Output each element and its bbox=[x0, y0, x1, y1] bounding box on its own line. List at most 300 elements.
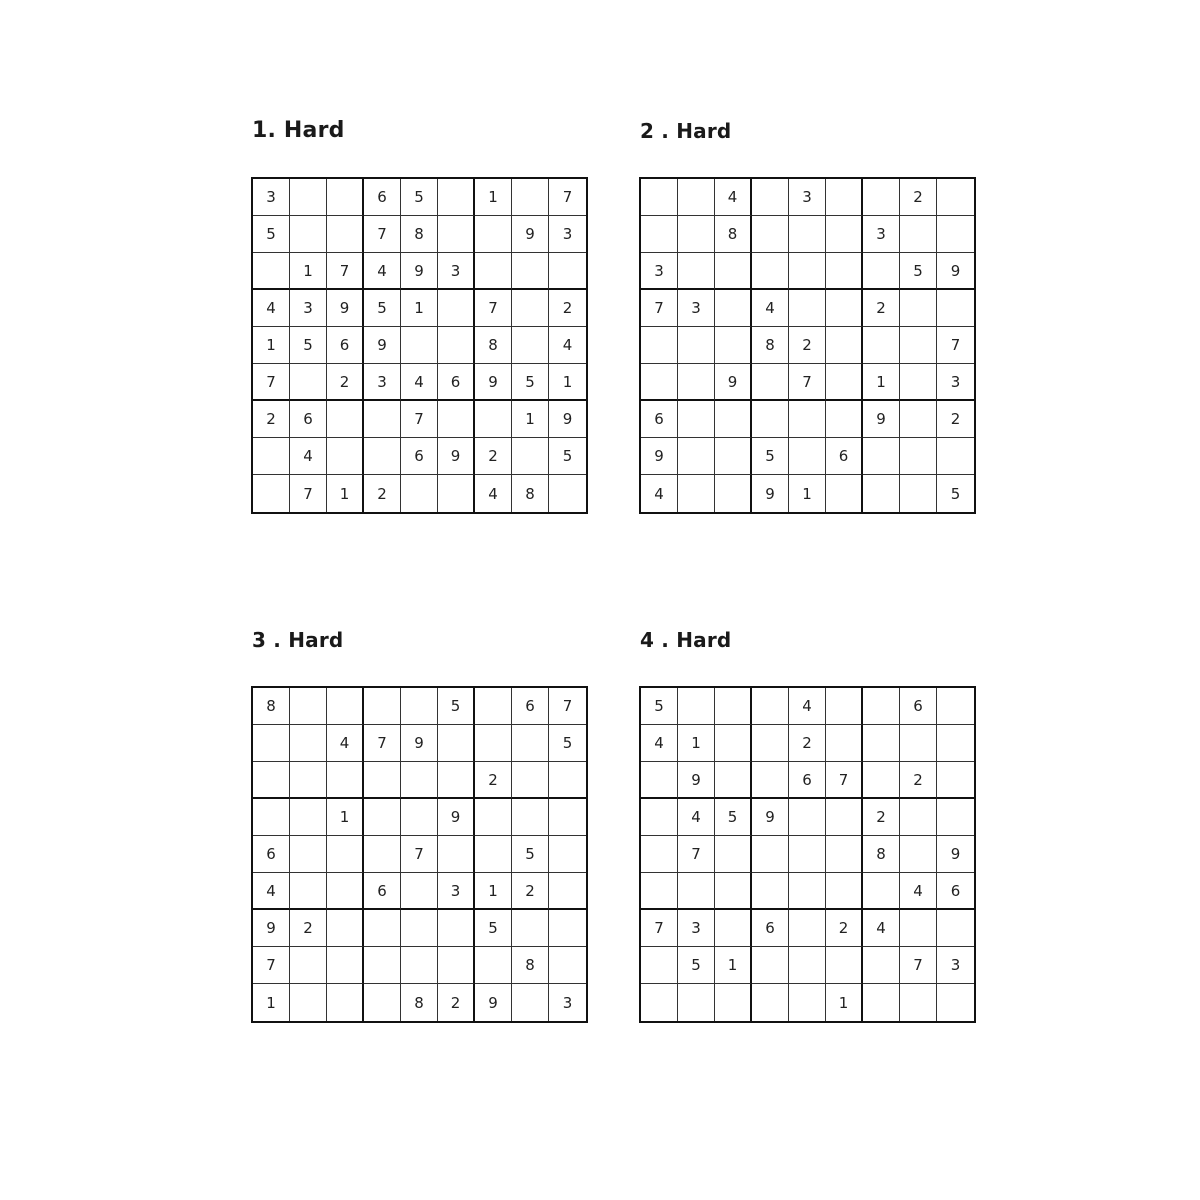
empty-cell[interactable] bbox=[826, 725, 863, 762]
empty-cell[interactable] bbox=[789, 984, 826, 1021]
empty-cell[interactable] bbox=[364, 401, 401, 438]
given-cell[interactable]: 5 bbox=[549, 725, 586, 762]
empty-cell[interactable] bbox=[900, 216, 937, 253]
empty-cell[interactable] bbox=[937, 290, 974, 327]
empty-cell[interactable] bbox=[253, 799, 290, 836]
empty-cell[interactable] bbox=[937, 438, 974, 475]
empty-cell[interactable] bbox=[900, 401, 937, 438]
given-cell[interactable]: 9 bbox=[438, 799, 475, 836]
empty-cell[interactable] bbox=[512, 984, 549, 1021]
given-cell[interactable]: 9 bbox=[364, 327, 401, 364]
empty-cell[interactable] bbox=[789, 438, 826, 475]
empty-cell[interactable] bbox=[290, 688, 327, 725]
empty-cell[interactable] bbox=[826, 179, 863, 216]
given-cell[interactable]: 3 bbox=[863, 216, 900, 253]
given-cell[interactable]: 7 bbox=[826, 762, 863, 799]
empty-cell[interactable] bbox=[641, 799, 678, 836]
given-cell[interactable]: 6 bbox=[327, 327, 364, 364]
empty-cell[interactable] bbox=[475, 401, 512, 438]
given-cell[interactable]: 5 bbox=[290, 327, 327, 364]
given-cell[interactable]: 7 bbox=[253, 947, 290, 984]
given-cell[interactable]: 5 bbox=[253, 216, 290, 253]
empty-cell[interactable] bbox=[678, 253, 715, 290]
given-cell[interactable]: 1 bbox=[549, 364, 586, 401]
given-cell[interactable]: 9 bbox=[512, 216, 549, 253]
given-cell[interactable]: 7 bbox=[475, 290, 512, 327]
empty-cell[interactable] bbox=[863, 947, 900, 984]
empty-cell[interactable] bbox=[364, 947, 401, 984]
given-cell[interactable]: 2 bbox=[364, 475, 401, 512]
given-cell[interactable]: 3 bbox=[937, 947, 974, 984]
empty-cell[interactable] bbox=[826, 799, 863, 836]
empty-cell[interactable] bbox=[752, 947, 789, 984]
given-cell[interactable]: 2 bbox=[438, 984, 475, 1021]
empty-cell[interactable] bbox=[937, 910, 974, 947]
empty-cell[interactable] bbox=[715, 401, 752, 438]
empty-cell[interactable] bbox=[512, 290, 549, 327]
given-cell[interactable]: 1 bbox=[253, 984, 290, 1021]
empty-cell[interactable] bbox=[863, 327, 900, 364]
given-cell[interactable]: 1 bbox=[327, 475, 364, 512]
empty-cell[interactable] bbox=[327, 688, 364, 725]
given-cell[interactable]: 9 bbox=[438, 438, 475, 475]
given-cell[interactable]: 8 bbox=[401, 984, 438, 1021]
empty-cell[interactable] bbox=[863, 438, 900, 475]
empty-cell[interactable] bbox=[900, 438, 937, 475]
given-cell[interactable]: 5 bbox=[549, 438, 586, 475]
empty-cell[interactable] bbox=[327, 947, 364, 984]
given-cell[interactable]: 5 bbox=[475, 910, 512, 947]
given-cell[interactable]: 6 bbox=[512, 688, 549, 725]
empty-cell[interactable] bbox=[789, 947, 826, 984]
empty-cell[interactable] bbox=[789, 799, 826, 836]
given-cell[interactable]: 9 bbox=[549, 401, 586, 438]
empty-cell[interactable] bbox=[327, 873, 364, 910]
empty-cell[interactable] bbox=[512, 327, 549, 364]
empty-cell[interactable] bbox=[641, 364, 678, 401]
empty-cell[interactable] bbox=[438, 401, 475, 438]
given-cell[interactable]: 2 bbox=[327, 364, 364, 401]
given-cell[interactable]: 2 bbox=[863, 799, 900, 836]
empty-cell[interactable] bbox=[290, 216, 327, 253]
empty-cell[interactable] bbox=[900, 799, 937, 836]
empty-cell[interactable] bbox=[826, 290, 863, 327]
given-cell[interactable]: 3 bbox=[364, 364, 401, 401]
empty-cell[interactable] bbox=[937, 688, 974, 725]
empty-cell[interactable] bbox=[826, 216, 863, 253]
empty-cell[interactable] bbox=[364, 910, 401, 947]
given-cell[interactable]: 1 bbox=[715, 947, 752, 984]
given-cell[interactable]: 4 bbox=[475, 475, 512, 512]
given-cell[interactable]: 6 bbox=[641, 401, 678, 438]
given-cell[interactable]: 7 bbox=[678, 836, 715, 873]
empty-cell[interactable] bbox=[826, 688, 863, 725]
given-cell[interactable]: 3 bbox=[438, 253, 475, 290]
given-cell[interactable]: 4 bbox=[549, 327, 586, 364]
given-cell[interactable]: 8 bbox=[752, 327, 789, 364]
given-cell[interactable]: 6 bbox=[789, 762, 826, 799]
empty-cell[interactable] bbox=[475, 253, 512, 290]
given-cell[interactable]: 8 bbox=[715, 216, 752, 253]
given-cell[interactable]: 4 bbox=[401, 364, 438, 401]
empty-cell[interactable] bbox=[752, 253, 789, 290]
empty-cell[interactable] bbox=[678, 984, 715, 1021]
empty-cell[interactable] bbox=[438, 910, 475, 947]
empty-cell[interactable] bbox=[752, 873, 789, 910]
empty-cell[interactable] bbox=[475, 836, 512, 873]
empty-cell[interactable] bbox=[900, 984, 937, 1021]
empty-cell[interactable] bbox=[789, 290, 826, 327]
empty-cell[interactable] bbox=[475, 947, 512, 984]
empty-cell[interactable] bbox=[401, 910, 438, 947]
empty-cell[interactable] bbox=[438, 475, 475, 512]
empty-cell[interactable] bbox=[826, 327, 863, 364]
given-cell[interactable]: 2 bbox=[512, 873, 549, 910]
empty-cell[interactable] bbox=[290, 799, 327, 836]
given-cell[interactable]: 9 bbox=[937, 836, 974, 873]
empty-cell[interactable] bbox=[900, 725, 937, 762]
given-cell[interactable]: 7 bbox=[641, 910, 678, 947]
empty-cell[interactable] bbox=[327, 910, 364, 947]
empty-cell[interactable] bbox=[715, 910, 752, 947]
empty-cell[interactable] bbox=[678, 873, 715, 910]
given-cell[interactable]: 7 bbox=[290, 475, 327, 512]
given-cell[interactable]: 6 bbox=[826, 438, 863, 475]
empty-cell[interactable] bbox=[549, 947, 586, 984]
empty-cell[interactable] bbox=[641, 327, 678, 364]
empty-cell[interactable] bbox=[826, 253, 863, 290]
empty-cell[interactable] bbox=[641, 179, 678, 216]
empty-cell[interactable] bbox=[752, 984, 789, 1021]
given-cell[interactable]: 7 bbox=[401, 836, 438, 873]
empty-cell[interactable] bbox=[826, 364, 863, 401]
given-cell[interactable]: 2 bbox=[475, 762, 512, 799]
given-cell[interactable]: 9 bbox=[937, 253, 974, 290]
empty-cell[interactable] bbox=[253, 475, 290, 512]
empty-cell[interactable] bbox=[715, 253, 752, 290]
empty-cell[interactable] bbox=[678, 475, 715, 512]
empty-cell[interactable] bbox=[438, 836, 475, 873]
given-cell[interactable]: 8 bbox=[253, 688, 290, 725]
empty-cell[interactable] bbox=[715, 762, 752, 799]
empty-cell[interactable] bbox=[364, 799, 401, 836]
empty-cell[interactable] bbox=[752, 216, 789, 253]
given-cell[interactable]: 9 bbox=[401, 725, 438, 762]
given-cell[interactable]: 1 bbox=[678, 725, 715, 762]
given-cell[interactable]: 5 bbox=[900, 253, 937, 290]
empty-cell[interactable] bbox=[364, 984, 401, 1021]
empty-cell[interactable] bbox=[678, 179, 715, 216]
empty-cell[interactable] bbox=[715, 327, 752, 364]
empty-cell[interactable] bbox=[438, 216, 475, 253]
empty-cell[interactable] bbox=[512, 179, 549, 216]
empty-cell[interactable] bbox=[678, 401, 715, 438]
given-cell[interactable]: 9 bbox=[752, 475, 789, 512]
given-cell[interactable]: 2 bbox=[789, 327, 826, 364]
given-cell[interactable]: 5 bbox=[438, 688, 475, 725]
empty-cell[interactable] bbox=[715, 688, 752, 725]
empty-cell[interactable] bbox=[549, 836, 586, 873]
empty-cell[interactable] bbox=[290, 364, 327, 401]
given-cell[interactable]: 3 bbox=[562, 993, 573, 1012]
empty-cell[interactable] bbox=[549, 873, 586, 910]
given-cell[interactable]: 5 bbox=[752, 438, 789, 475]
empty-cell[interactable] bbox=[253, 253, 290, 290]
given-cell[interactable]: 9 bbox=[641, 438, 678, 475]
given-cell[interactable]: 3 bbox=[678, 910, 715, 947]
given-cell[interactable]: 5 bbox=[401, 179, 438, 216]
empty-cell[interactable] bbox=[937, 984, 974, 1021]
empty-cell[interactable] bbox=[789, 873, 826, 910]
empty-cell[interactable] bbox=[789, 836, 826, 873]
empty-cell[interactable] bbox=[937, 216, 974, 253]
given-cell[interactable]: 3 bbox=[789, 179, 826, 216]
empty-cell[interactable] bbox=[512, 799, 549, 836]
empty-cell[interactable] bbox=[290, 984, 327, 1021]
given-cell[interactable]: 7 bbox=[364, 725, 401, 762]
empty-cell[interactable] bbox=[512, 910, 549, 947]
given-cell[interactable]: 5 bbox=[512, 364, 549, 401]
given-cell[interactable]: 1 bbox=[327, 799, 364, 836]
empty-cell[interactable] bbox=[678, 216, 715, 253]
given-cell[interactable]: 6 bbox=[364, 873, 401, 910]
empty-cell[interactable] bbox=[549, 762, 586, 799]
given-cell[interactable]: 7 bbox=[253, 364, 290, 401]
given-cell[interactable]: 8 bbox=[475, 327, 512, 364]
empty-cell[interactable] bbox=[327, 836, 364, 873]
given-cell[interactable]: 9 bbox=[863, 401, 900, 438]
given-cell[interactable]: 7 bbox=[937, 327, 974, 364]
given-cell[interactable]: 5 bbox=[512, 836, 549, 873]
given-cell[interactable]: 2 bbox=[475, 438, 512, 475]
given-cell[interactable]: 7 bbox=[327, 253, 364, 290]
empty-cell[interactable] bbox=[253, 762, 290, 799]
given-cell[interactable]: 8 bbox=[863, 836, 900, 873]
empty-cell[interactable] bbox=[715, 873, 752, 910]
empty-cell[interactable] bbox=[327, 401, 364, 438]
empty-cell[interactable] bbox=[900, 836, 937, 873]
given-cell[interactable]: 2 bbox=[937, 401, 974, 438]
given-cell[interactable]: 7 bbox=[549, 179, 586, 216]
empty-cell[interactable] bbox=[826, 873, 863, 910]
given-cell[interactable]: 5 bbox=[641, 688, 678, 725]
given-cell[interactable]: 5 bbox=[678, 947, 715, 984]
given-cell[interactable]: 3 bbox=[438, 873, 475, 910]
given-cell[interactable]: 6 bbox=[290, 401, 327, 438]
given-cell[interactable]: 2 bbox=[826, 910, 863, 947]
empty-cell[interactable] bbox=[512, 438, 549, 475]
given-cell[interactable]: 1 bbox=[512, 401, 549, 438]
given-cell[interactable]: 3 bbox=[549, 216, 586, 253]
given-cell[interactable]: 7 bbox=[641, 290, 678, 327]
given-cell[interactable]: 1 bbox=[863, 364, 900, 401]
empty-cell[interactable] bbox=[438, 327, 475, 364]
empty-cell[interactable] bbox=[438, 290, 475, 327]
empty-cell[interactable] bbox=[475, 216, 512, 253]
empty-cell[interactable] bbox=[401, 873, 438, 910]
given-cell[interactable]: 9 bbox=[752, 799, 789, 836]
empty-cell[interactable] bbox=[863, 725, 900, 762]
empty-cell[interactable] bbox=[789, 216, 826, 253]
empty-cell[interactable] bbox=[290, 762, 327, 799]
given-cell[interactable]: 6 bbox=[364, 179, 401, 216]
empty-cell[interactable] bbox=[937, 762, 974, 799]
empty-cell[interactable] bbox=[401, 762, 438, 799]
given-cell[interactable]: 6 bbox=[253, 836, 290, 873]
given-cell[interactable]: 7 bbox=[364, 216, 401, 253]
empty-cell[interactable] bbox=[641, 836, 678, 873]
given-cell[interactable]: 2 bbox=[549, 290, 586, 327]
empty-cell[interactable] bbox=[290, 947, 327, 984]
empty-cell[interactable] bbox=[401, 475, 438, 512]
empty-cell[interactable] bbox=[900, 327, 937, 364]
given-cell[interactable]: 1 bbox=[290, 253, 327, 290]
empty-cell[interactable] bbox=[863, 688, 900, 725]
empty-cell[interactable] bbox=[401, 799, 438, 836]
given-cell[interactable]: 2 bbox=[253, 401, 290, 438]
given-cell[interactable]: 7 bbox=[900, 947, 937, 984]
given-cell[interactable]: 9 bbox=[475, 984, 512, 1021]
given-cell[interactable]: 1 bbox=[401, 290, 438, 327]
given-cell[interactable]: 8 bbox=[512, 947, 549, 984]
empty-cell[interactable] bbox=[364, 762, 401, 799]
empty-cell[interactable] bbox=[641, 873, 678, 910]
empty-cell[interactable] bbox=[937, 179, 974, 216]
empty-cell[interactable] bbox=[715, 836, 752, 873]
empty-cell[interactable] bbox=[863, 179, 900, 216]
given-cell[interactable]: 1 bbox=[475, 873, 512, 910]
given-cell[interactable]: 7 bbox=[401, 401, 438, 438]
empty-cell[interactable] bbox=[715, 475, 752, 512]
empty-cell[interactable] bbox=[900, 364, 937, 401]
empty-cell[interactable] bbox=[327, 762, 364, 799]
given-cell[interactable]: 6 bbox=[900, 688, 937, 725]
given-cell[interactable]: 2 bbox=[290, 910, 327, 947]
given-cell[interactable]: 4 bbox=[290, 438, 327, 475]
given-cell[interactable]: 2 bbox=[789, 725, 826, 762]
empty-cell[interactable] bbox=[678, 688, 715, 725]
given-cell[interactable]: 9 bbox=[715, 364, 752, 401]
empty-cell[interactable] bbox=[327, 216, 364, 253]
given-cell[interactable]: 6 bbox=[937, 873, 974, 910]
empty-cell[interactable] bbox=[438, 947, 475, 984]
empty-cell[interactable] bbox=[937, 725, 974, 762]
given-cell[interactable]: 4 bbox=[364, 253, 401, 290]
given-cell[interactable]: 4 bbox=[678, 799, 715, 836]
empty-cell[interactable] bbox=[752, 364, 789, 401]
empty-cell[interactable] bbox=[475, 799, 512, 836]
empty-cell[interactable] bbox=[290, 836, 327, 873]
empty-cell[interactable] bbox=[826, 401, 863, 438]
empty-cell[interactable] bbox=[290, 725, 327, 762]
given-cell[interactable]: 6 bbox=[438, 364, 475, 401]
empty-cell[interactable] bbox=[364, 438, 401, 475]
empty-cell[interactable] bbox=[438, 762, 475, 799]
empty-cell[interactable] bbox=[253, 725, 290, 762]
given-cell[interactable]: 4 bbox=[900, 873, 937, 910]
given-cell[interactable]: 9 bbox=[475, 364, 512, 401]
given-cell[interactable]: 2 bbox=[900, 762, 937, 799]
empty-cell[interactable] bbox=[863, 253, 900, 290]
empty-cell[interactable] bbox=[752, 762, 789, 799]
given-cell[interactable]: 3 bbox=[937, 364, 974, 401]
given-cell[interactable]: 7 bbox=[789, 364, 826, 401]
given-cell[interactable]: 6 bbox=[752, 910, 789, 947]
given-cell[interactable]: 5 bbox=[715, 799, 752, 836]
given-cell[interactable]: 9 bbox=[401, 253, 438, 290]
given-cell[interactable]: 1 bbox=[253, 327, 290, 364]
empty-cell[interactable] bbox=[826, 836, 863, 873]
empty-cell[interactable] bbox=[900, 290, 937, 327]
empty-cell[interactable] bbox=[512, 253, 549, 290]
given-cell[interactable]: 6 bbox=[401, 438, 438, 475]
empty-cell[interactable] bbox=[752, 725, 789, 762]
given-cell[interactable]: 2 bbox=[863, 290, 900, 327]
empty-cell[interactable] bbox=[327, 438, 364, 475]
given-cell[interactable]: 1 bbox=[826, 984, 863, 1021]
empty-cell[interactable] bbox=[752, 179, 789, 216]
empty-cell[interactable] bbox=[752, 688, 789, 725]
given-cell[interactable]: 4 bbox=[752, 290, 789, 327]
given-cell[interactable]: 3 bbox=[678, 290, 715, 327]
empty-cell[interactable] bbox=[678, 438, 715, 475]
given-cell[interactable]: 7 bbox=[549, 688, 586, 725]
given-cell[interactable]: 3 bbox=[290, 290, 327, 327]
empty-cell[interactable] bbox=[752, 836, 789, 873]
given-cell[interactable]: 4 bbox=[863, 910, 900, 947]
given-cell[interactable]: 4 bbox=[253, 873, 290, 910]
empty-cell[interactable] bbox=[678, 327, 715, 364]
empty-cell[interactable] bbox=[641, 947, 678, 984]
empty-cell[interactable] bbox=[438, 725, 475, 762]
empty-cell[interactable] bbox=[549, 253, 586, 290]
given-cell[interactable]: 3 bbox=[253, 179, 290, 216]
given-cell[interactable]: 5 bbox=[950, 484, 961, 503]
empty-cell[interactable] bbox=[863, 984, 900, 1021]
empty-cell[interactable] bbox=[678, 364, 715, 401]
given-cell[interactable]: 1 bbox=[789, 475, 826, 512]
given-cell[interactable]: 9 bbox=[253, 910, 290, 947]
empty-cell[interactable] bbox=[549, 799, 586, 836]
empty-cell[interactable] bbox=[475, 688, 512, 725]
empty-cell[interactable] bbox=[290, 179, 327, 216]
empty-cell[interactable] bbox=[789, 253, 826, 290]
empty-cell[interactable] bbox=[715, 725, 752, 762]
given-cell[interactable]: 8 bbox=[512, 475, 549, 512]
given-cell[interactable]: 4 bbox=[789, 688, 826, 725]
empty-cell[interactable] bbox=[438, 179, 475, 216]
empty-cell[interactable] bbox=[715, 984, 752, 1021]
given-cell[interactable]: 4 bbox=[641, 475, 678, 512]
empty-cell[interactable] bbox=[401, 327, 438, 364]
empty-cell[interactable] bbox=[290, 873, 327, 910]
empty-cell[interactable] bbox=[253, 438, 290, 475]
empty-cell[interactable] bbox=[512, 725, 549, 762]
empty-cell[interactable] bbox=[641, 216, 678, 253]
empty-cell[interactable] bbox=[863, 475, 900, 512]
given-cell[interactable]: 3 bbox=[641, 253, 678, 290]
empty-cell[interactable] bbox=[327, 179, 364, 216]
given-cell[interactable]: 9 bbox=[678, 762, 715, 799]
empty-cell[interactable] bbox=[401, 947, 438, 984]
given-cell[interactable]: 4 bbox=[715, 179, 752, 216]
empty-cell[interactable] bbox=[364, 836, 401, 873]
given-cell[interactable]: 4 bbox=[327, 725, 364, 762]
empty-cell[interactable] bbox=[364, 688, 401, 725]
given-cell[interactable]: 5 bbox=[364, 290, 401, 327]
empty-cell[interactable] bbox=[826, 475, 863, 512]
empty-cell[interactable] bbox=[826, 947, 863, 984]
